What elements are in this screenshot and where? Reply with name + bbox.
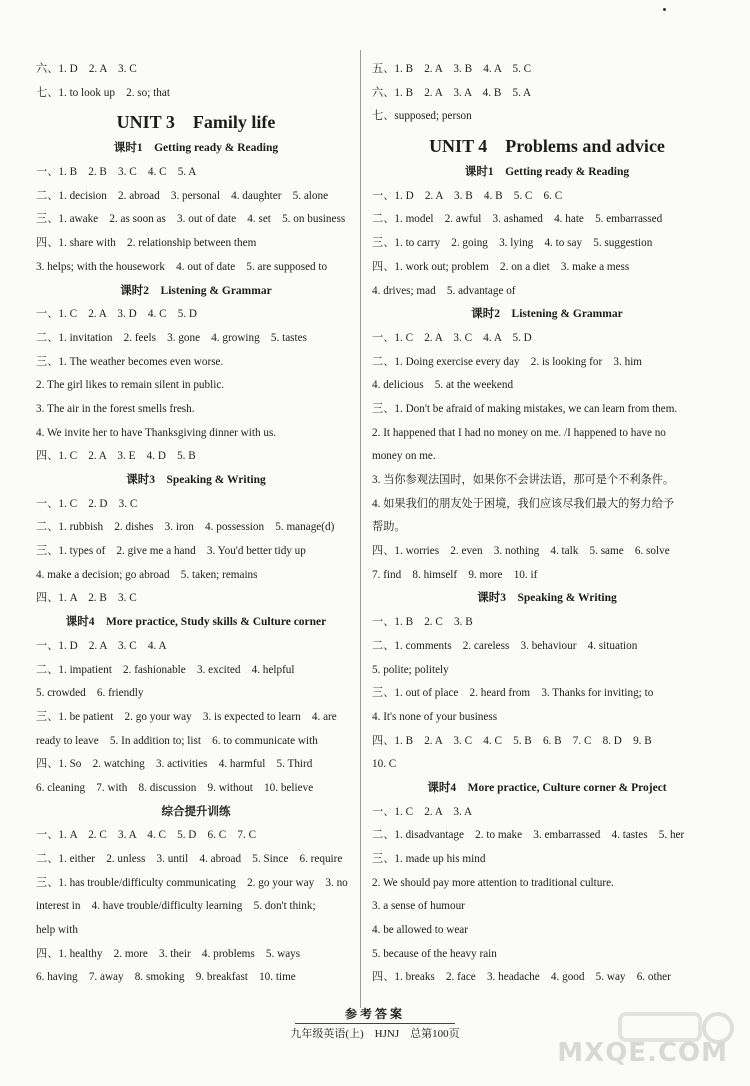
answer-line: 四、1. B 2. A 3. C 4. C 5. B 6. B 7. C 8. D 9. B (372, 734, 652, 747)
right-column (372, 58, 722, 990)
unit-heading: UNIT 3 Family life (116, 112, 276, 133)
answer-line: 三、1. has trouble/difficulty communicating 2. go your way 3. no (36, 876, 348, 889)
answer-line: 10. C (372, 758, 397, 771)
footer-rule (295, 1023, 455, 1024)
answer-line: 一、1. D 2. A 3. C 4. A (36, 639, 167, 652)
answer-line: 七、supposed; person (372, 110, 472, 123)
answer-line: 4. 如果我们的朋友处于困境，我们应该尽我们最大的努力给予 (372, 497, 675, 510)
answer-line: 五、1. B 2. A 3. B 4. A 5. C (372, 63, 532, 75)
answer-line: 帮助。 (372, 521, 406, 534)
answer-line: 四、1. healthy 2. more 3. their 4. problems 5. ways (36, 947, 301, 960)
answer-line: help with (36, 924, 78, 937)
answer-line: 六、1. D 2. A 3. C (36, 63, 137, 75)
answer-line: 2. It happened that I had no money on me. /I happened to have no (372, 426, 666, 439)
answer-line: 一、1. A 2. C 3. A 4. C 5. D 6. C 7. C (36, 829, 257, 842)
answer-line: 4. It's none of your business (372, 710, 498, 723)
answer-line: 3. The air in the forest smells fresh. (36, 402, 195, 415)
footer-page-info: 九年级英语(上) HJNJ 总第100页 (290, 1028, 460, 1040)
answer-line: 四、1. work out; problem 2. on a diet 3. make a mess (372, 260, 630, 273)
answer-line: 3. helps; with the housework 4. out of date 5. are supposed to (36, 260, 328, 273)
answer-line: 四、1. So 2. watching 3. activities 4. harmful 5. Third (36, 758, 313, 771)
lesson-heading: 课时3 Speaking & Writing (477, 592, 617, 605)
answer-line: 4. make a decision; go abroad 5. taken; remains (36, 568, 258, 581)
lesson-heading: 课时1 Getting ready & Reading (464, 166, 630, 179)
answer-line: 4. We invite her to have Thanksgiving dinner with us. (36, 426, 277, 439)
column-divider (360, 50, 361, 1008)
answer-line: 四、1. worries 2. even 3. nothing 4. talk 5. same 6. solve (372, 545, 670, 558)
answer-line: 2. We should pay more attention to traditional culture. (372, 876, 614, 889)
answer-line: 7. find 8. himself 9. more 10. if (372, 568, 538, 581)
answer-line: 三、1. awake 2. as soon as 3. out of date 4. set 5. on business (36, 213, 346, 226)
footer-title: 参考答案 (344, 1007, 405, 1021)
answer-line: 3. a sense of humour (372, 900, 465, 913)
answer-line: 一、1. B 2. C 3. B (372, 616, 473, 629)
lesson-heading: 课时2 Listening & Grammar (471, 308, 623, 321)
answer-line: 二、1. either 2. unless 3. until 4. abroad 5. Since 6. require (36, 853, 343, 865)
answer-line: 二、1. disadvantage 2. to make 3. embarrassed 4. tastes 5. her (372, 829, 685, 842)
lesson-heading: 课时1 Getting ready & Reading (113, 142, 279, 155)
answer-line: 二、1. invitation 2. feels 3. gone 4. growing 5. tastes (36, 331, 307, 344)
watermark-logo (557, 1006, 740, 1078)
unit-heading: UNIT 4 Problems and advice (429, 136, 665, 157)
answer-line: 6. cleaning 7. with 8. discussion 9. without 10. believe (36, 781, 314, 794)
answer-line: 二、1. decision 2. abroad 3. personal 4. daughter 5. alone (36, 189, 329, 202)
watermark-text: MXQE.COM (557, 1038, 728, 1068)
answer-line: 三、1. Don't be afraid of making mistakes, we can learn from them. (372, 402, 678, 415)
answer-line: 4. be allowed to wear (372, 924, 468, 937)
answer-line: interest in 4. have trouble/difficulty learning 5. don't think; (36, 900, 316, 913)
scan-speck (663, 8, 666, 11)
left-column (36, 58, 356, 990)
lesson-heading: 课时4 More practice, Culture corner & Project (427, 781, 667, 794)
answer-line: 一、1. C 2. A 3. C 4. A 5. D (372, 331, 532, 344)
answer-line: 二、1. rubbish 2. dishes 3. iron 4. possession 5. manage(d) (36, 521, 335, 534)
answer-line: 一、1. C 2. A 3. D 4. C 5. D (36, 308, 197, 321)
answer-line: 三、1. out of place 2. heard from 3. Thanks for inviting; to (372, 687, 654, 700)
answer-line: 三、1. made up his mind (372, 853, 486, 865)
answer-line: 二、1. Doing exercise every day 2. is looking for 3. him (372, 355, 643, 368)
answer-line: 四、1. A 2. B 3. C (36, 592, 137, 605)
answer-line: 三、1. to carry 2. going 3. lying 4. to say 5. suggestion (372, 237, 653, 250)
answer-line: 四、1. C 2. A 3. E 4. D 5. B (36, 450, 196, 463)
answer-line: 二、1. model 2. awful 3. ashamed 4. hate 5. embarrassed (372, 213, 663, 226)
answer-line: 二、1. comments 2. careless 3. behaviour 4. situation (372, 639, 638, 652)
answer-line: 一、1. C 2. D 3. C (36, 497, 138, 510)
answer-line: 5. because of the heavy rain (372, 947, 497, 960)
lesson-heading: 课时3 Speaking & Writing (126, 474, 266, 486)
answer-line: 5. polite; politely (372, 663, 449, 676)
answer-line: 七、1. to look up 2. so; that (36, 86, 170, 99)
answer-line: 四、1. share with 2. relationship between them (36, 237, 257, 250)
lesson-heading: 课时4 More practice, Study skills & Culture corner (65, 616, 327, 629)
answer-line: 四、1. breaks 2. face 3. headache 4. good 5. way 6. other (372, 971, 671, 984)
answer-line: 4. delicious 5. at the weekend (372, 379, 514, 392)
answer-line: 6. having 7. away 8. smoking 9. breakfast 10. time (36, 971, 296, 984)
answer-line: 一、1. B 2. B 3. C 4. C 5. A (36, 166, 197, 179)
answer-line: 4. drives; mad 5. advantage of (372, 284, 516, 297)
answer-line: money on me. (372, 450, 436, 463)
answer-line: 5. crowded 6. friendly (36, 687, 144, 700)
answer-line: 三、1. be patient 2. go your way 3. is expected to learn 4. are (36, 710, 337, 723)
answer-line: 一、1. C 2. A 3. A (372, 805, 473, 818)
answer-line: 一、1. D 2. A 3. B 4. B 5. C 6. C (372, 189, 563, 202)
answer-line: 2. The girl likes to remain silent in public. (36, 379, 225, 392)
answer-line: 三、1. types of 2. give me a hand 3. You'd better tidy up (36, 545, 306, 558)
answer-line: 3. 当你参观法国时，如果你不会讲法语，那可是个不利条件。 (372, 474, 675, 486)
answer-line: ready to leave 5. In addition to; list 6. to communicate with (36, 734, 318, 747)
lesson-heading: 课时2 Listening & Grammar (120, 284, 272, 297)
answer-line: 二、1. impatient 2. fashionable 3. excited 4. helpful (36, 663, 295, 676)
answer-line: 三、1. The weather becomes even worse. (36, 355, 224, 368)
answer-line: 六、1. B 2. A 3. A 4. B 5. A (372, 86, 532, 99)
lesson-heading: 综合提升训练 (161, 805, 231, 818)
